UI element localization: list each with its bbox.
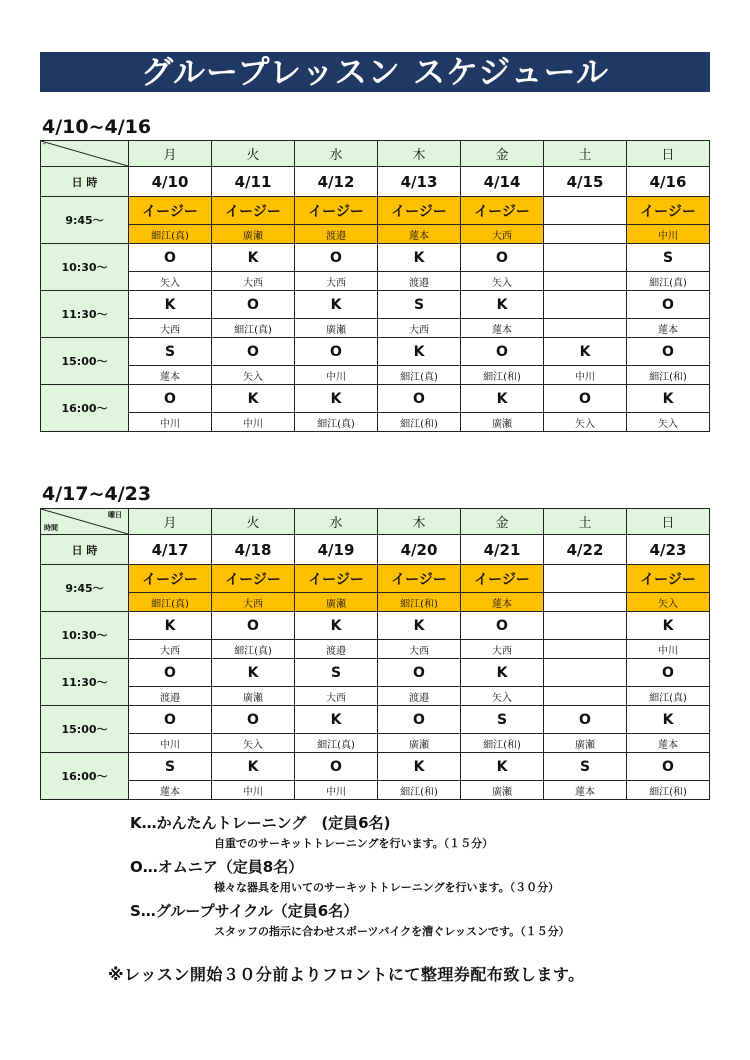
day-header: 金 (461, 141, 544, 167)
date-cell: 4/11 (212, 167, 295, 197)
lesson-cell: S (627, 244, 710, 272)
instructor-cell: 細江(真) (129, 225, 212, 244)
instructor-cell: 大西 (212, 272, 295, 291)
lesson-cell: K (627, 706, 710, 734)
instructor-cell: 中川 (295, 366, 378, 385)
lesson-cell: O (627, 338, 710, 366)
instructor-cell: 細江(真) (295, 413, 378, 432)
lesson-cell: O (461, 244, 544, 272)
instructor-cell: 矢入 (461, 272, 544, 291)
lesson-cell: K (295, 612, 378, 640)
lesson-cell: K (212, 659, 295, 687)
lesson-row (41, 612, 710, 640)
day-header: 土 (544, 509, 627, 535)
instructor-cell: 大西 (295, 687, 378, 706)
day-header: 日 (627, 141, 710, 167)
day-header: 火 (212, 141, 295, 167)
lesson-cell: S (129, 753, 212, 781)
instructor-cell: 廣瀬 (461, 413, 544, 432)
lesson-cell: O (129, 706, 212, 734)
time-slot: 11:30～ (41, 291, 129, 338)
day-header: 月 (129, 509, 212, 535)
lesson-cell: K (378, 753, 461, 781)
instructor-cell: 中川 (627, 640, 710, 659)
instructor-cell: 渡邉 (295, 225, 378, 244)
legend-k-desc: 自重でのサーキットトレーニングを行います。（１５分） (214, 837, 494, 850)
time-slot: 15:00～ (41, 706, 129, 753)
instructor-cell: 細江(真) (212, 319, 295, 338)
lesson-cell: K (295, 706, 378, 734)
date-cell: 4/16 (627, 167, 710, 197)
time-slot: 10:30～ (41, 244, 129, 291)
schedule-table (40, 508, 710, 800)
lesson-row (41, 565, 710, 593)
notice-text: ※レッスン開始３０分前よりフロントにて整理券配布致します。 (108, 965, 585, 984)
lesson-row (41, 385, 710, 413)
instructor-cell: 廣瀬 (212, 687, 295, 706)
lesson-cell: イージー (129, 197, 212, 225)
lesson-row (41, 753, 710, 781)
lesson-row (41, 244, 710, 272)
instructor-row (41, 366, 710, 385)
instructor-cell: 大西 (129, 319, 212, 338)
lesson-cell: イージー (627, 565, 710, 593)
instructor-cell: 細江(和) (627, 366, 710, 385)
lesson-cell (544, 565, 627, 593)
lesson-cell: O (378, 385, 461, 413)
instructor-cell: 蓮本 (461, 319, 544, 338)
day-header: 日 (627, 509, 710, 535)
instructor-cell: 中川 (129, 413, 212, 432)
lesson-cell: O (627, 659, 710, 687)
corner-label-time: 時間 (44, 524, 58, 532)
instructor-cell: 細江(真) (295, 734, 378, 753)
lesson-cell: S (461, 706, 544, 734)
instructor-cell: 蓮本 (129, 781, 212, 800)
instructor-cell: 細江(真) (627, 687, 710, 706)
instructor-cell: 大西 (378, 640, 461, 659)
lesson-cell: K (295, 385, 378, 413)
instructor-cell (544, 687, 627, 706)
lesson-cell: O (129, 244, 212, 272)
instructor-cell: 蓮本 (627, 319, 710, 338)
week-label: 4/10~4/16 (42, 116, 152, 138)
date-cell: 4/12 (295, 167, 378, 197)
corner-label-day: 曜日 (108, 511, 122, 519)
corner-cell (41, 509, 129, 535)
lesson-cell: O (129, 659, 212, 687)
instructor-cell: 廣瀬 (378, 734, 461, 753)
instructor-row (41, 734, 710, 753)
instructor-row (41, 593, 710, 612)
lesson-cell: O (295, 244, 378, 272)
lesson-cell: O (544, 706, 627, 734)
legend (130, 812, 690, 944)
lesson-cell: O (378, 659, 461, 687)
time-slot: 15:00～ (41, 338, 129, 385)
date-cell: 4/10 (129, 167, 212, 197)
day-header: 月 (129, 141, 212, 167)
day-header: 金 (461, 509, 544, 535)
legend-s-desc: スタッフの指示に合わせスポーツバイクを漕ぐレッスンです。（１５分） (214, 925, 570, 938)
page-title: グループレッスン スケジュール (40, 52, 710, 92)
date-row (41, 167, 710, 197)
date-row (41, 535, 710, 565)
instructor-cell: 矢入 (627, 593, 710, 612)
instructor-row (41, 781, 710, 800)
lesson-cell: O (461, 612, 544, 640)
instructor-cell: 廣瀬 (461, 781, 544, 800)
day-header: 木 (378, 509, 461, 535)
lesson-cell: K (129, 291, 212, 319)
date-cell: 4/19 (295, 535, 378, 565)
lesson-cell: イージー (212, 197, 295, 225)
lesson-cell: K (627, 612, 710, 640)
instructor-row (41, 319, 710, 338)
instructor-cell: 細江(和) (461, 734, 544, 753)
lesson-cell (544, 244, 627, 272)
instructor-cell: 蓮本 (544, 781, 627, 800)
lesson-cell: O (627, 753, 710, 781)
lesson-cell: イージー (461, 565, 544, 593)
week-label: 4/17~4/23 (42, 483, 152, 505)
time-slot: 10:30～ (41, 612, 129, 659)
instructor-cell: 廣瀬 (295, 593, 378, 612)
lesson-cell: K (212, 753, 295, 781)
lesson-cell: イージー (461, 197, 544, 225)
instructor-cell: 廣瀬 (544, 734, 627, 753)
day-header: 水 (295, 509, 378, 535)
instructor-row (41, 640, 710, 659)
instructor-cell (544, 319, 627, 338)
instructor-cell: 中川 (544, 366, 627, 385)
instructor-cell: 細江(和) (627, 781, 710, 800)
instructor-cell: 矢入 (212, 734, 295, 753)
lesson-cell: K (378, 244, 461, 272)
instructor-cell: 中川 (212, 413, 295, 432)
instructor-cell: 細江(真) (627, 272, 710, 291)
schedule-table (40, 140, 710, 432)
instructor-cell: 大西 (461, 640, 544, 659)
instructor-cell: 渡邉 (378, 687, 461, 706)
instructor-cell: 矢入 (129, 272, 212, 291)
instructor-cell: 細江(真) (212, 640, 295, 659)
date-cell: 4/14 (461, 167, 544, 197)
lesson-cell: イージー (378, 197, 461, 225)
lesson-cell: K (544, 338, 627, 366)
date-cell: 4/21 (461, 535, 544, 565)
day-header: 火 (212, 509, 295, 535)
instructor-cell: 中川 (129, 734, 212, 753)
instructor-row (41, 413, 710, 432)
lesson-cell: O (212, 706, 295, 734)
date-time-header: 日 時 (41, 167, 129, 197)
lesson-row (41, 659, 710, 687)
lesson-cell: O (378, 706, 461, 734)
date-cell: 4/17 (129, 535, 212, 565)
corner-mark: - (43, 140, 46, 148)
lesson-row (41, 291, 710, 319)
instructor-cell: 細江(和) (378, 413, 461, 432)
lesson-cell: S (378, 291, 461, 319)
lesson-cell: イージー (295, 565, 378, 593)
instructor-cell: 大西 (212, 593, 295, 612)
lesson-cell (544, 612, 627, 640)
lesson-cell (544, 659, 627, 687)
lesson-cell: O (212, 291, 295, 319)
instructor-cell: 大西 (461, 225, 544, 244)
instructor-cell: 細江(和) (378, 781, 461, 800)
instructor-cell: 大西 (295, 272, 378, 291)
day-header: 土 (544, 141, 627, 167)
instructor-cell: 大西 (129, 640, 212, 659)
lesson-cell: O (212, 338, 295, 366)
lesson-cell: O (295, 338, 378, 366)
date-cell: 4/15 (544, 167, 627, 197)
lesson-cell: O (212, 612, 295, 640)
lesson-cell: O (627, 291, 710, 319)
date-cell: 4/13 (378, 167, 461, 197)
lesson-cell: S (544, 753, 627, 781)
lesson-cell: イージー (295, 197, 378, 225)
lesson-cell: K (461, 385, 544, 413)
instructor-cell: 細江(真) (129, 593, 212, 612)
date-time-header: 日 時 (41, 535, 129, 565)
time-slot: 16:00～ (41, 753, 129, 800)
lesson-cell: O (129, 385, 212, 413)
instructor-cell (544, 640, 627, 659)
instructor-cell: 渡邉 (295, 640, 378, 659)
corner-cell (41, 141, 129, 167)
instructor-cell: 廣瀬 (295, 319, 378, 338)
instructor-cell (544, 272, 627, 291)
lesson-row (41, 197, 710, 225)
instructor-cell: 渡邉 (378, 272, 461, 291)
lesson-cell: K (295, 291, 378, 319)
instructor-cell: 渡邉 (129, 687, 212, 706)
date-cell: 4/18 (212, 535, 295, 565)
legend-o-desc: 様々な器具を用いてのサーキットトレーニングを行います。（３０分） (214, 881, 560, 894)
lesson-cell: S (129, 338, 212, 366)
instructor-cell: 廣瀬 (212, 225, 295, 244)
lesson-cell: イージー (627, 197, 710, 225)
instructor-cell: 細江(真) (378, 366, 461, 385)
lesson-cell: K (378, 612, 461, 640)
lesson-cell: K (129, 612, 212, 640)
lesson-cell: O (461, 338, 544, 366)
instructor-row (41, 225, 710, 244)
day-row (41, 509, 710, 535)
instructor-cell (544, 593, 627, 612)
instructor-cell: 矢入 (627, 413, 710, 432)
lesson-cell: K (627, 385, 710, 413)
lesson-cell: S (295, 659, 378, 687)
lesson-cell: O (295, 753, 378, 781)
date-cell: 4/22 (544, 535, 627, 565)
instructor-cell: 蓮本 (627, 734, 710, 753)
lesson-row (41, 706, 710, 734)
lesson-cell: K (378, 338, 461, 366)
legend-s-name: S…グループサイクル（定員6名） (130, 902, 359, 920)
instructor-cell: 中川 (212, 781, 295, 800)
time-slot: 9:45～ (41, 565, 129, 612)
lesson-cell: K (212, 244, 295, 272)
day-header: 木 (378, 141, 461, 167)
instructor-row (41, 687, 710, 706)
lesson-cell: K (461, 753, 544, 781)
instructor-cell: 大西 (378, 319, 461, 338)
instructor-cell: 矢入 (212, 366, 295, 385)
instructor-cell: 細江(和) (461, 366, 544, 385)
instructor-cell: 蓮本 (461, 593, 544, 612)
instructor-cell: 矢入 (544, 413, 627, 432)
lesson-cell: イージー (378, 565, 461, 593)
lesson-cell: K (212, 385, 295, 413)
instructor-cell: 蓮本 (129, 366, 212, 385)
lesson-cell: O (544, 385, 627, 413)
lesson-cell: イージー (129, 565, 212, 593)
lesson-cell (544, 291, 627, 319)
instructor-cell: 中川 (295, 781, 378, 800)
day-header: 水 (295, 141, 378, 167)
time-slot: 11:30～ (41, 659, 129, 706)
lesson-cell: K (461, 291, 544, 319)
legend-o-name: O…オムニア（定員8名） (130, 858, 304, 876)
time-slot: 16:00～ (41, 385, 129, 432)
instructor-row (41, 272, 710, 291)
instructor-cell: 矢入 (461, 687, 544, 706)
lesson-cell (544, 197, 627, 225)
instructor-cell: 中川 (627, 225, 710, 244)
instructor-cell (544, 225, 627, 244)
legend-k-name: K…かんたんトレーニング (定員6名) (130, 814, 391, 832)
date-cell: 4/23 (627, 535, 710, 565)
lesson-cell: イージー (212, 565, 295, 593)
day-row (41, 141, 710, 167)
instructor-cell: 細江(和) (378, 593, 461, 612)
date-cell: 4/20 (378, 535, 461, 565)
lesson-row (41, 338, 710, 366)
lesson-cell: K (461, 659, 544, 687)
time-slot: 9:45～ (41, 197, 129, 244)
instructor-cell: 蓮本 (378, 225, 461, 244)
